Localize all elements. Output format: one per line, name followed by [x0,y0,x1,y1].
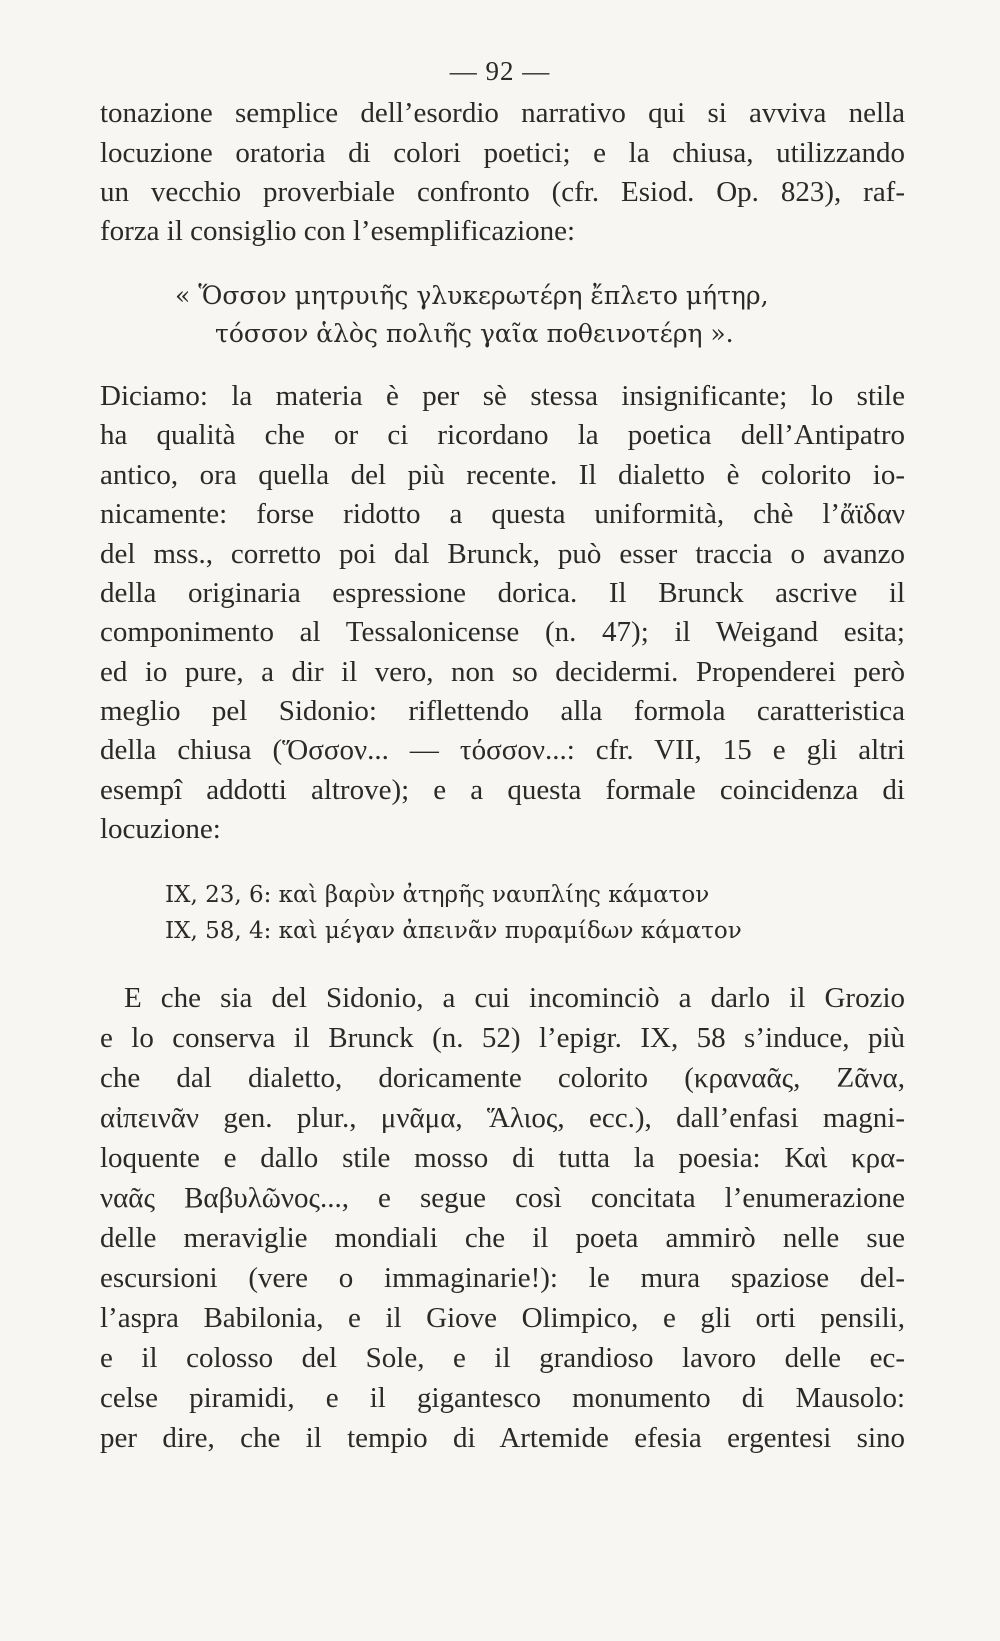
text-line: forza il consiglio con l’esemplificazione: [100,215,576,247]
text-line: Diciamo: la materia è per sè stessa insignificante; lo stile [100,380,905,412]
text-line: della chiusa (Ὅσσον... — τόσσον...: cfr. VII, 15 e gli altri [100,734,905,766]
text-line: loquente e dallo stile mosso di tutta la poesia: Καὶ κρα- [100,1142,905,1174]
text-line: e lo conserva il Brunck (n. 52) l’epigr. IX, 58 s’induce, più [100,1022,905,1054]
text-line: l’aspra Babilonia, e il Giove Olimpico, e gli orti pensili, [100,1302,905,1334]
text-line: antico, ora quella del più recente. Il dialetto è colorito io- [100,459,905,491]
text-line: meglio pel Sidonio: riflettendo alla formola caratteristica [100,695,905,727]
text-line: locuzione: [100,813,221,845]
text-line: tonazione semplice dell’esordio narrativo qui si avviva nella [100,97,905,129]
text-line: per dire, che il tempio di Artemide efesia ergentesi sino [100,1422,905,1454]
page-number: — 92 — [449,56,551,86]
text-line: ha qualità che or ci ricordano la poetica dell’Antipatro [100,419,905,451]
text-line: E che sia del Sidonio, a cui incominciò a darlo il Grozio [124,982,905,1014]
text-line: ed io pure, a dir il vero, non so decidermi. Propenderei però [100,656,905,688]
citation-line: IX, 23, 6: καὶ βαρὺν ἀτηρῆς ναυπλίης κάματον [165,882,710,908]
text-line: un vecchio proverbiale confronto (cfr. Esiod. Op. 823), raf- [100,176,905,208]
greek-quote-line: « Ὅσσον μητρυιῆς γλυκερωτέρη ἔπλετο μήτηρ, [175,281,769,310]
text-line: locuzione oratoria di colori poetici; e la chiusa, utilizzando [100,137,905,169]
greek-quote-line: τόσσον ἁλὸς πολιῆς γαῖα ποθεινοτέρη ». [215,319,734,348]
text-line: αἰπεινᾶν gen. plur., μνᾶμα, Ἅλιος, ecc.), dall’enfasi magni- [100,1102,905,1134]
citation-line: IX, 58, 4: καὶ μέγαν ἀπεινᾶν πυραμίδων κάματον [165,918,742,944]
text-line: delle meraviglie mondiali che il poeta ammirò nelle sue [100,1222,905,1254]
text-line: e il colosso del Sole, e il grandioso lavoro delle ec- [100,1342,905,1374]
text-line: ναᾶς Βαβυλῶνος..., e segue così concitata l’enumerazione [100,1182,905,1214]
text-line: esempî addotti altrove); e a questa formale coincidenza di [100,774,905,806]
text-line: celse piramidi, e il gigantesco monumento di Mausolo: [100,1382,905,1414]
text-line: escursioni (vere o immaginarie!): le mura spaziose del- [100,1262,905,1294]
text-line: che dal dialetto, doricamente colorito (κραναᾶς, Ζᾶνα, [100,1062,905,1094]
text-line: del mss., corretto poi dal Brunck, può esser traccia o avanzo [100,538,905,570]
text-line: nicamente: forse ridotto a questa uniformità, chè l’ἄϊδαν [100,498,905,530]
text-line: della originaria espressione dorica. Il Brunck ascrive il [100,577,905,609]
text-line: componimento al Tessalonicense (n. 47); il Weigand esita; [100,616,905,648]
